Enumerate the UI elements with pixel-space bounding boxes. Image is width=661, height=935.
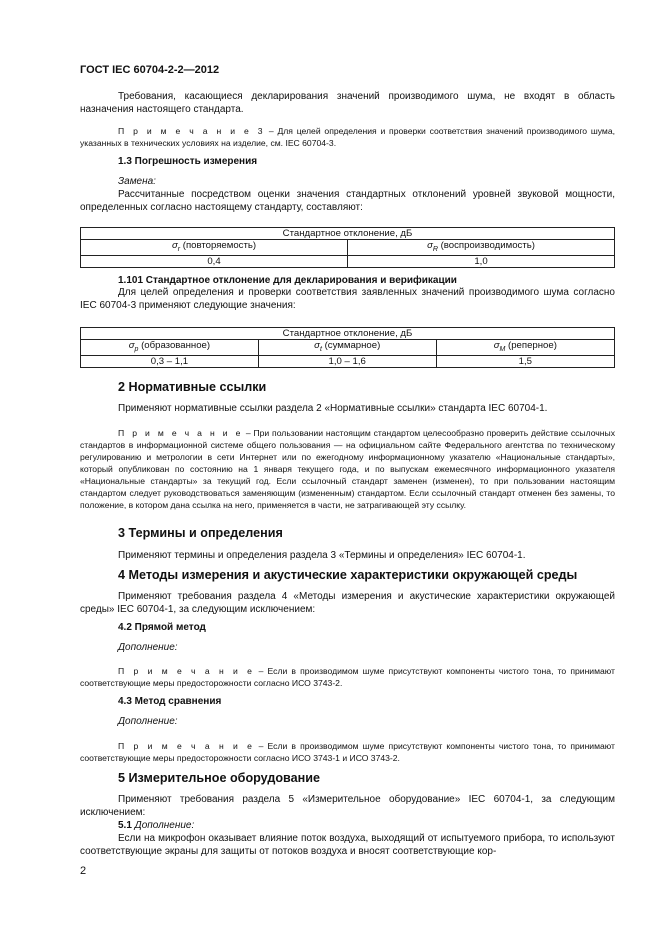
- table-caption: Стандартное отклонение, дБ: [81, 328, 615, 340]
- table-header-cell: $\sigma_p$ (образованное): [81, 340, 259, 356]
- section-1-101-paragraph: Для целей определения и проверки соответствия заявленных значений производимого шума согласно IEC 60704-3 применяют следующие значения:: [80, 287, 615, 311]
- addition-label: Дополнение:: [118, 716, 178, 727]
- section-1-3-paragraph: Рассчитанные посредством оценки значения стандартных отклонений уровней звуковой мощности, определенных согласно настоящему стандарту, составляют:: [80, 189, 615, 213]
- note-text: – Если в производимом шуме присутствуют компоненты чистого тона, то принимают соответствующие меры предосторожности согласно ИСО 3743-1 и ИСО 3743-2.: [80, 741, 615, 763]
- section-4-3-note: [80, 740, 615, 764]
- section-heading: 5 Измерительное оборудование: [118, 771, 320, 785]
- section-2-paragraph: Применяют нормативные ссылки раздела 2 «Нормативные ссылки» стандарта IEC 60704-1.: [118, 403, 548, 414]
- note-text: – При пользовании настоящим стандартом целесообразно проверить действие ссылочных стандартов в информационной системе общего пользования — на официальном сайте Федерального агентства по техническому регулированию и метрологии в сети Интернет или по ежегодному информационному указателю «Национальные стандарты», который опубликован по состоянию на 1 января текущего года, и по выпускам ежемесячного информационного указателя «Национальные стандарты» за текущий год. Если ссылочный стандарт заменен (изменен), то при пользовании настоящим стандартом следует руководствоваться заменяющим (измененным) стандартом. Если ссылочный стандарт отменен без замены, то положение, в котором дана ссылка на него, применяется в части, не затрагивающей эту ссылку.: [80, 428, 616, 510]
- intro-note: [80, 125, 615, 149]
- table-header-cell: $\sigma_M$ (реперное): [436, 340, 614, 356]
- section-1-3: [80, 156, 615, 167]
- section-heading: 1.101 Стандартное отклонение для декларирования и верификации: [118, 275, 457, 286]
- note-label: П р и м е ч а н и е: [118, 666, 255, 676]
- page-number: 2: [80, 865, 87, 877]
- section-4-paragraph: Применяют требования раздела 4 «Методы измерения и акустические характеристики окружающей среды» IEC 60704-1, за следующим исключением:: [80, 591, 615, 615]
- intro-paragraph: Требования, касающиеся декларирования значений производимого шума, не входят в область назначения настоящего стандарта.: [80, 91, 615, 115]
- table-caption: Стандартное отклонение, дБ: [81, 228, 615, 240]
- std-dev-table-2: [80, 327, 615, 368]
- section-heading: 4 Методы измерения и акустические характеристики окружающей среды: [118, 568, 578, 582]
- table-cell: 1,0: [348, 255, 615, 267]
- replace-label: Замена:: [118, 176, 156, 187]
- note-label: П р и м е ч а н и е: [118, 428, 243, 438]
- section-heading: 3 Термины и определения: [118, 526, 283, 540]
- section-5-1: 5.1 Дополнение:: [118, 820, 195, 831]
- table-header-cell: $\sigma_t$ (суммарное): [258, 340, 436, 356]
- table-cell: 1,5: [436, 355, 614, 367]
- std-dev-table-1: [80, 227, 615, 268]
- section-2-note: [80, 427, 615, 511]
- section-2: [80, 380, 615, 394]
- section-5-1-paragraph: Если на микрофон оказывает влияние поток воздуха, выходящий от испытуемого прибора, то используют соответствующие экраны для защиты от потоков воздуха и вносят соответствующие кор-: [80, 833, 615, 857]
- intro-block: [80, 90, 615, 116]
- section-5-paragraph: Применяют требования раздела 5 «Измерительное оборудование» IEC 60704-1, за следующим исключением:: [80, 794, 615, 818]
- section-4-3: [80, 696, 615, 707]
- table-cell: 1,0 – 1,6: [258, 355, 436, 367]
- document-header: ГОСТ IEC 60704-2-2—2012: [80, 64, 220, 76]
- note-text: – Для целей определения и проверки соответствия значений производимого шума, указанных в технических условиях на изделие, см. IEC 60704-3.: [80, 126, 615, 148]
- section-4-2: [80, 622, 615, 633]
- table-cell: 0,4: [81, 255, 348, 267]
- section-heading: 1.3 Погрешность измерения: [118, 156, 258, 167]
- section-3-paragraph: Применяют термины и определения раздела 3 «Термины и определения» IEC 60704-1.: [118, 550, 526, 561]
- note-text: – Если в производимом шуме присутствуют компоненты чистого тона, то принимают соответствующие меры предосторожности согласно ИСО 3743-2.: [80, 666, 615, 688]
- section-5: [80, 771, 615, 785]
- note-label: П р и м е ч а н и е: [118, 741, 255, 751]
- section-heading: 2 Нормативные ссылки: [118, 380, 267, 394]
- section-heading: 4.3 Метод сравнения: [118, 696, 222, 707]
- section-3: [80, 526, 615, 540]
- section-heading: 4.2 Прямой метод: [118, 622, 206, 633]
- addition-label: Дополнение:: [118, 642, 178, 653]
- table-cell: 0,3 – 1,1: [81, 355, 259, 367]
- section-1-101: [80, 275, 615, 312]
- section-4: [80, 568, 615, 582]
- table-header-cell: $\sigma_R$ (воспроизводимость): [348, 240, 615, 256]
- table-header-cell: $\sigma_r$ (повторяемость): [81, 240, 348, 256]
- note-label: П р и м е ч а н и е 3: [118, 126, 266, 136]
- section-4-2-note: [80, 665, 615, 689]
